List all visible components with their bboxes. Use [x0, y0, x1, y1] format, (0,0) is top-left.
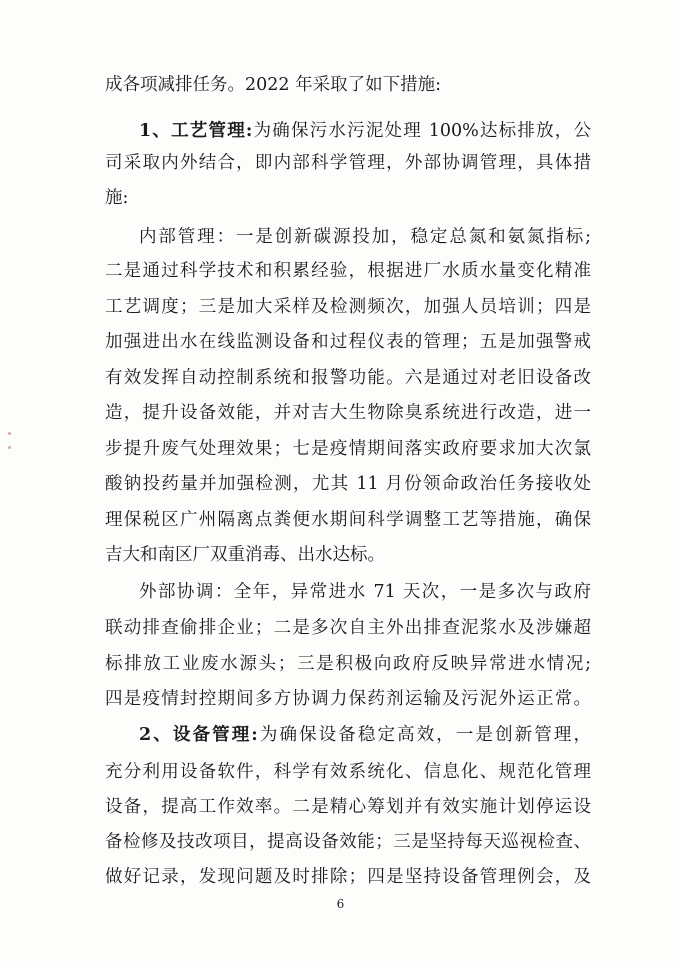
text-line: 造，提升设备效能，并对吉大生物除臭系统进行改造，进一	[105, 403, 591, 423]
text-line: 步提升废气处理效果；七是疫情期间落实政府要求加大次氯	[105, 439, 591, 459]
text-line: 司采取内外结合，即内部科学管理，外部协调管理，具体措	[105, 153, 591, 173]
text-line: 标排放工业废水源头；三是积极向政府反映异常进水情况;	[105, 654, 591, 674]
text-line: 内部管理：一是创新碳源投加，稳定总氮和氨氮指标;	[139, 227, 591, 247]
text-line: 吉大和南区厂双重消毒、出水达标。	[105, 545, 385, 565]
text-line: 做好记录，发现问题及时排除；四是坚持设备管理例会，及	[105, 867, 591, 887]
text-line: 理保税区广州隔离点粪便水期间科学调整工艺等措施，确保	[105, 510, 591, 530]
page-number: 6	[336, 897, 345, 911]
text-line: 设备，提高工作效率。二是精心筹划并有效实施计划停运设	[105, 797, 591, 817]
section-lead: 2、设备管理:	[139, 725, 258, 745]
text-line: 充分利用设备软件，科学有效系统化、信息化、规范化管理	[105, 762, 591, 782]
text-line: 施:	[105, 188, 129, 208]
section-heading-equipment-management: 2、设备管理:为确保设备稳定高效，一是创新管理，	[139, 725, 592, 745]
text-line: 有效发挥自动控制系统和报警功能。六是通过对老旧设备改	[105, 368, 591, 388]
text-line: 联动排查偷排企业；二是多次自主外出排查泥浆水及涉嫌超	[105, 618, 591, 638]
text-line: 工艺调度；三是加大采样及检测频次，加强人员培训；四是	[105, 297, 591, 317]
text-line: 成各项减排任务。2022 年采取了如下措施:	[105, 75, 441, 95]
section-heading-process-management: 1、工艺管理:为确保污水污泥处理 100%达标排放，公	[139, 121, 592, 141]
text-line: 备检修及技改项目，提高设备效能；三是坚持每天巡视检查、	[105, 832, 591, 852]
text-line: 外部协调：全年，异常进水 71 天次，一是多次与政府	[139, 582, 591, 602]
text-line: 二是通过科学技术和积累经验，根据进厂水质水量变化精准	[105, 261, 591, 281]
margin-mark	[8, 432, 11, 435]
margin-mark	[8, 446, 11, 449]
text-line: 加强进出水在线监测设备和过程仪表的管理；五是加强警戒	[105, 332, 591, 352]
text-line: 酸钠投药量并加强检测，尤其 11 月份领命政治任务接收处	[105, 474, 591, 494]
text-line: 四是疫情封控期间多方协调力保药剂运输及污泥外运正常。	[105, 689, 591, 709]
section-lead: 1、工艺管理:	[139, 121, 253, 141]
